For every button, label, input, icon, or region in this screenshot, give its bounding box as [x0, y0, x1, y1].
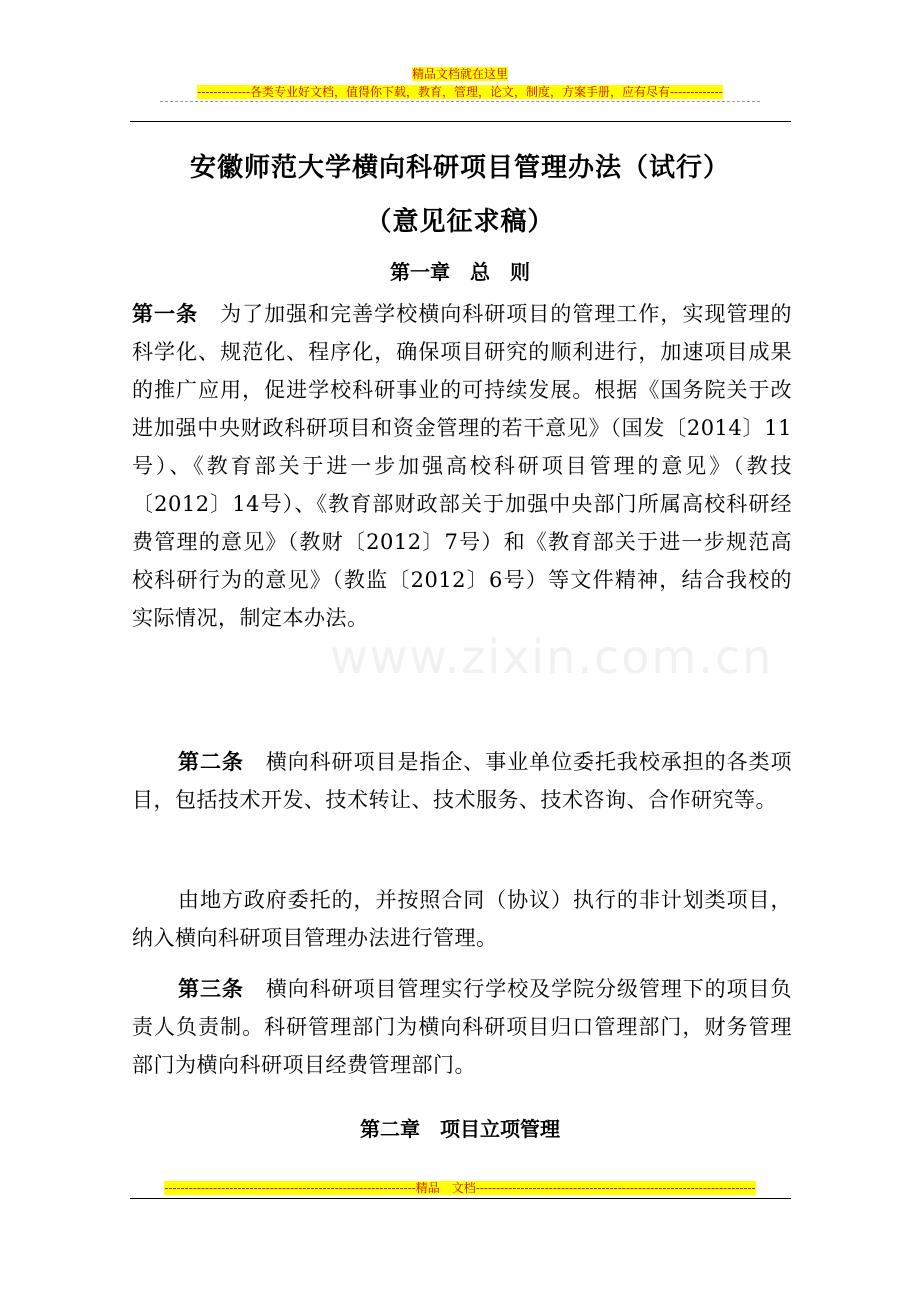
article-1-label: 第一条	[132, 302, 199, 326]
chapter-heading-2: 第二章 项目立项管理	[360, 1117, 560, 1141]
footer-text: --------------------------------------------------------------精品 文档---------------------------------------------------------------------	[164, 1181, 756, 1195]
header-promo-text: -------------各类专业好文档，值得你下载，教育，管理，论文，制度，方案手册，应有尽有-------------	[197, 85, 723, 99]
header-banner-top	[0, 66, 920, 83]
article-2-label: 第二条	[178, 750, 244, 774]
watermark-text: www.zixin.com.cn	[330, 630, 774, 684]
article-2-paragraph-2	[132, 881, 792, 957]
footer-banner	[0, 1180, 920, 1196]
footer-rule	[130, 1198, 791, 1199]
document-subtitle: （意见征求稿）	[365, 207, 555, 237]
article-3	[132, 970, 792, 1084]
chapter-heading-1: 第一章 总 则	[390, 260, 530, 284]
article-1-text: 为了加强和完善学校横向科研项目的管理工作，实现管理的科学化、规范化、程序化，确保项目研究的顺利进行，加速项目成果的推广应用，促进学校科研事业的可持续发展。根据《国务院关于改进加强中央财政科研项目和资金管理的若干意见》（国发〔2014〕11号）、《教育部关于进一步加强高校科研项目管理的意见》（教技〔2012〕14号）、《教育部财政部关于加强中央部门所属高校科研经费管理的意见》（教财〔2012〕7号）和《教育部关于进一步规范高校科研行为的意见》（教监〔2012〕6号）等文件精神，结合我校的实际情况，制定本办法。	[132, 302, 793, 630]
article-2-text: 横向科研项目是指企、事业单位委托我校承担的各类项目，包括技术开发、技术转让、技术服务、技术咨询、合作研究等。	[132, 750, 792, 812]
article-3-label: 第三条	[178, 977, 244, 1001]
article-2-paragraph-2-text: 由地方政府委托的，并按照合同（协议）执行的非计划类项目，纳入横向科研项目管理办法进行管理。	[132, 888, 792, 950]
header-tagline: 精品文档就在这里	[411, 67, 508, 81]
header-dashed-divider	[160, 101, 760, 102]
article-2	[132, 743, 792, 819]
header-banner-line	[0, 84, 920, 100]
document-title: 安徽师范大学横向科研项目管理办法（试行）	[189, 153, 730, 183]
article-3-text: 横向科研项目管理实行学校及学院分级管理下的项目负责人负责制。科研管理部门为横向科研项目归口管理部门，财务管理部门为横向科研项目经费管理部门。	[132, 977, 792, 1077]
article-1	[132, 295, 792, 637]
header-rule	[130, 121, 791, 122]
